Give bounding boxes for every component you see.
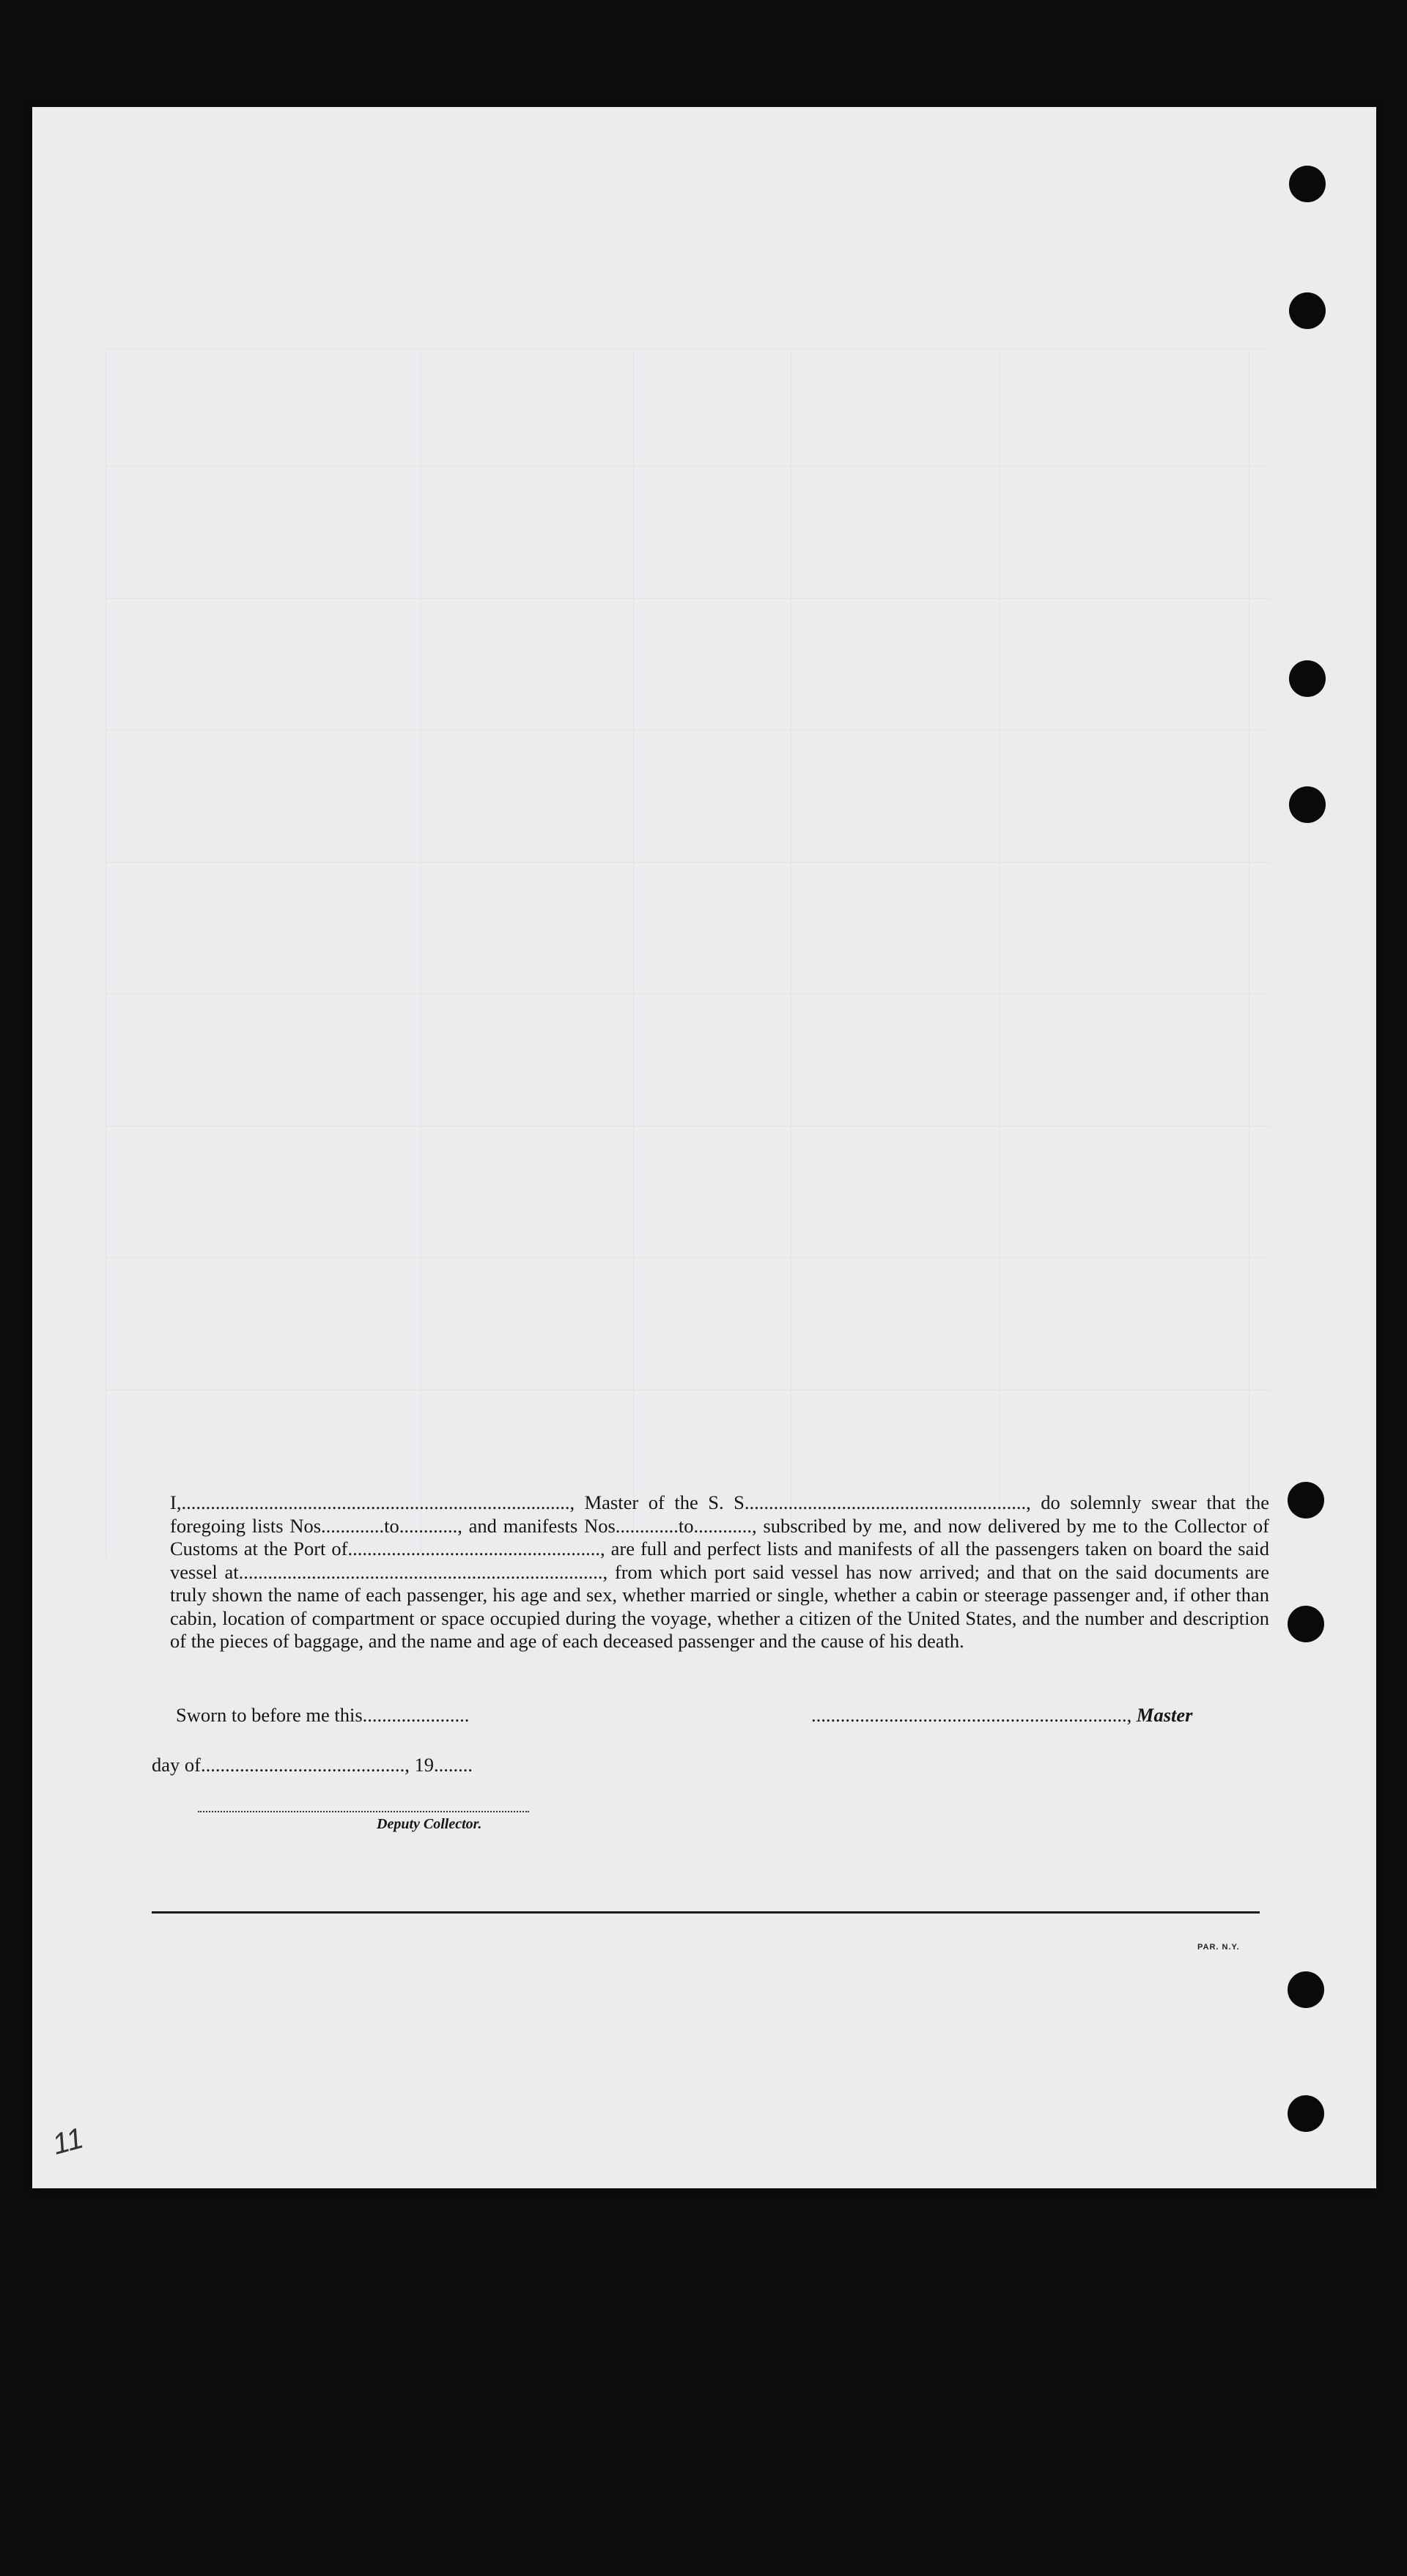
punch-hole [1289, 786, 1326, 823]
punch-hole [1288, 1606, 1324, 1642]
punch-hole [1288, 1971, 1324, 2008]
master-signature-dots: ................................................................., [811, 1704, 1132, 1726]
faint-ruled-grid [106, 349, 1271, 1558]
master-signature-line [811, 1704, 1192, 1727]
master-oath-paragraph [119, 1491, 1269, 1653]
punch-hole [1288, 2095, 1324, 2132]
deputy-collector-signature-line [198, 1811, 529, 1812]
manifest-page [32, 107, 1376, 2188]
day-of-line: day of.........................................., 19........ [152, 1754, 473, 1776]
oath-text: I,................................................................................, Master of the S. S.........................................................., do solemnly swear that the foregoing lists Nos.............to............, and manifests Nos.............to............, subscribed by me, and now delivered by me to the Collector of Customs at the Port of...................................................., are full and perfect lists and manifests of all the passengers taken on board the said vessel at..........................................................................., from which port said vessel has now arrived; and that on the said documents are truly shown the name of each passenger, his age and sex, whether married or single, whether a cabin or steerage passenger and, if other than cabin, location of compartment or space occupied during the voyage, whether a citizen of the United States, and the number and description of the pieces of baggage, and the name and age of each deceased passenger and the cause of his death. [170, 1491, 1269, 1652]
footer-rule [152, 1911, 1260, 1913]
printer-mark: PAR. N.Y. [1197, 1943, 1240, 1952]
punch-hole [1289, 166, 1326, 202]
punch-hole [1289, 292, 1326, 329]
deputy-collector-label: Deputy Collector. [377, 1816, 482, 1832]
punch-hole [1288, 1482, 1324, 1518]
margin-handwritten-mark: 11 [48, 2122, 87, 2161]
punch-hole [1289, 660, 1326, 697]
sworn-before-line: Sworn to before me this...................... [176, 1704, 470, 1726]
master-signature-label: Master [1136, 1704, 1193, 1726]
